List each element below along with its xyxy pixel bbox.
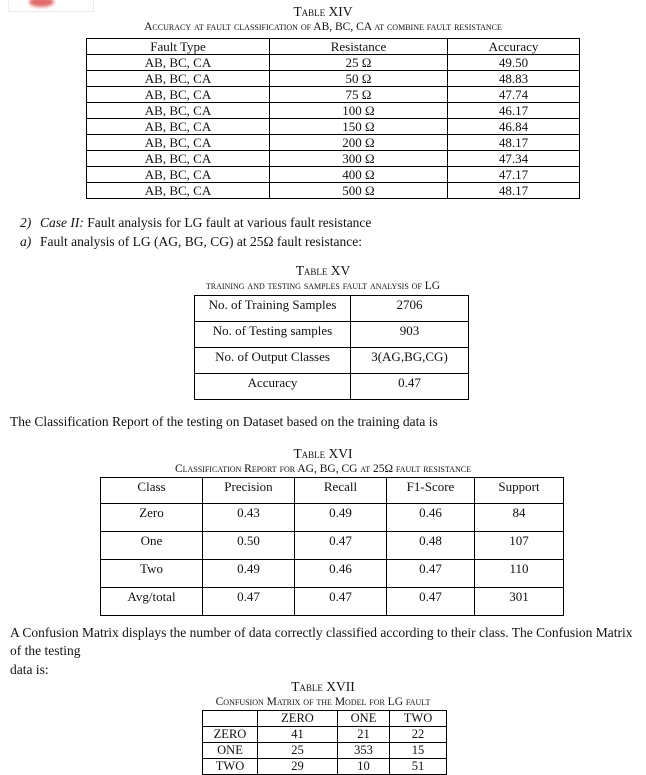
column-header: Resistance: [270, 39, 448, 55]
table-cell: AB, BC, CA: [87, 183, 270, 199]
table-xiv-caption: Table XIV: [293, 4, 353, 19]
classification-paragraph: The Classification Report of the testing on Dataset based on the training data is: [10, 414, 438, 429]
list-marker: 2): [20, 215, 32, 230]
table-cell: 110: [475, 559, 564, 587]
table-row: [87, 167, 580, 183]
confusion-paragraph-line2: data is:: [10, 661, 49, 677]
table-cell: 0.49: [295, 503, 387, 531]
table-row: [101, 559, 564, 587]
table-cell: 75 Ω: [270, 87, 448, 103]
table-cell: 0.43: [203, 503, 295, 531]
list-item: [20, 214, 646, 233]
table-cell: 3(AG,BG,CG): [351, 348, 469, 374]
table-cell: 0.47: [295, 587, 387, 615]
table-cell: AB, BC, CA: [87, 55, 270, 71]
table-cell: 903: [351, 322, 469, 348]
table-cell: 84: [475, 503, 564, 531]
table-cell: 25: [258, 743, 338, 759]
column-header: ONE: [338, 711, 390, 727]
table-cell: 0.46: [295, 559, 387, 587]
table-cell: 200 Ω: [270, 135, 448, 151]
list-text: [40, 214, 371, 233]
list-text: [40, 233, 362, 252]
table-cell: 0.47: [387, 559, 475, 587]
table-cell: 22: [390, 727, 447, 743]
table-cell: 48.17: [448, 135, 580, 151]
table-cell: 47.17: [448, 167, 580, 183]
table-row: [87, 71, 580, 87]
table-cell: 500 Ω: [270, 183, 448, 199]
table-cell: 107: [475, 531, 564, 559]
table-cell: 0.48: [387, 531, 475, 559]
table-xv: [194, 295, 469, 400]
table-cell: Avg/total: [101, 587, 203, 615]
table-cell: 41: [258, 727, 338, 743]
table-row: [203, 743, 447, 759]
table-row: [195, 322, 469, 348]
table-cell: 0.46: [387, 503, 475, 531]
table-cell: AB, BC, CA: [87, 167, 270, 183]
table-cell: 46.84: [448, 119, 580, 135]
table-cell: 47.34: [448, 151, 580, 167]
document-page: [0, 3, 646, 773]
table-cell: 48.17: [448, 183, 580, 199]
table-row: [87, 87, 580, 103]
table-cell: No. of Testing samples: [195, 322, 351, 348]
column-header: ZERO: [258, 711, 338, 727]
table-header-row: [87, 39, 580, 55]
table-cell: 400 Ω: [270, 167, 448, 183]
table-row: [87, 135, 580, 151]
table-xiv-subtitle: Accuracy at fault classification of AB, BC, CA at combine fault resistance: [144, 21, 502, 33]
table-row: [195, 296, 469, 322]
table-row: [87, 183, 580, 199]
table-cell: AB, BC, CA: [87, 119, 270, 135]
table-xvii: [202, 710, 447, 775]
column-header: TWO: [390, 711, 447, 727]
table-xv-subtitle: training and testing samples fault analysis of LG: [205, 280, 441, 292]
column-header: Support: [475, 477, 564, 503]
table-row: [87, 119, 580, 135]
row-header: ZERO: [203, 727, 258, 743]
table-cell: 150 Ω: [270, 119, 448, 135]
column-header: Class: [101, 477, 203, 503]
case-list: [20, 214, 646, 251]
table-cell: 100 Ω: [270, 103, 448, 119]
table-row: [101, 531, 564, 559]
column-header: Precision: [203, 477, 295, 503]
table-xv-caption: Table XV: [295, 263, 351, 278]
table-row: [87, 151, 580, 167]
table-cell: No. of Training Samples: [195, 296, 351, 322]
table-cell: 0.47: [351, 374, 469, 400]
table-cell: 50 Ω: [270, 71, 448, 87]
table-row: [101, 587, 564, 615]
table-xiv: [86, 38, 580, 199]
table-cell: 25 Ω: [270, 55, 448, 71]
table-cell: 0.47: [203, 587, 295, 615]
table-row: [195, 374, 469, 400]
table-row: [87, 55, 580, 71]
table-cell: 301: [475, 587, 564, 615]
list-marker: a): [20, 233, 32, 249]
table-xvi-caption: Table XVI: [293, 445, 353, 461]
table-xvi: [100, 477, 564, 616]
list-item: [20, 233, 646, 252]
table-cell: No. of Output Classes: [195, 348, 351, 374]
table-cell: 300 Ω: [270, 151, 448, 167]
table-row: [203, 727, 447, 743]
table-row: [195, 348, 469, 374]
row-header: TWO: [203, 759, 258, 775]
table-cell: 353: [338, 743, 390, 759]
column-header: Fault Type: [87, 39, 270, 55]
table-cell: AB, BC, CA: [87, 87, 270, 103]
table-row: [203, 759, 447, 775]
table-cell: AB, BC, CA: [87, 151, 270, 167]
table-cell: 2706: [351, 296, 469, 322]
table-cell: 51: [390, 759, 447, 775]
list-lead: Case II:: [40, 215, 84, 230]
table-cell: 0.50: [203, 531, 295, 559]
table-cell: 29: [258, 759, 338, 775]
column-header: Recall: [295, 477, 387, 503]
table-header-row: [203, 711, 447, 727]
table-cell: 0.47: [295, 531, 387, 559]
table-cell: 48.83: [448, 71, 580, 87]
table-xvi-subtitle: Classification Report for AG, BG, CG at 25Ω fault resistance: [174, 462, 472, 475]
table-header-row: [101, 477, 564, 503]
table-cell: Zero: [101, 503, 203, 531]
table-cell: 0.47: [387, 587, 475, 615]
table-cell: 47.74: [448, 87, 580, 103]
table-cell: Accuracy: [195, 374, 351, 400]
confusion-paragraph: [10, 624, 640, 680]
table-xvii-caption: Table XVII: [291, 679, 355, 694]
row-header: ONE: [203, 743, 258, 759]
list-text-body: Fault analysis for LG fault at various fault resistance: [83, 215, 372, 230]
table-row: [87, 103, 580, 119]
table-row: [101, 503, 564, 531]
corner-cell: [203, 711, 258, 727]
column-header: Accuracy: [448, 39, 580, 55]
table-cell: AB, BC, CA: [87, 103, 270, 119]
table-cell: AB, BC, CA: [87, 71, 270, 87]
table-xvii-subtitle: Confusion Matrix of the Model for LG fault: [215, 696, 431, 708]
confusion-paragraph-line1: A Confusion Matrix displays the number of data correctly classified according to their class. The Confusion Matrix of the testing: [10, 624, 633, 658]
table-cell: 0.49: [203, 559, 295, 587]
table-cell: One: [101, 531, 203, 559]
table-cell: 46.17: [448, 103, 580, 119]
table-cell: 10: [338, 759, 390, 775]
table-cell: 21: [338, 727, 390, 743]
table-cell: AB, BC, CA: [87, 135, 270, 151]
table-cell: 15: [390, 743, 447, 759]
column-header: F1-Score: [387, 477, 475, 503]
list-text-body: Fault analysis of LG (AG, BG, CG) at 25Ω fault resistance:: [40, 233, 362, 249]
table-cell: 49.50: [448, 55, 580, 71]
table-cell: Two: [101, 559, 203, 587]
